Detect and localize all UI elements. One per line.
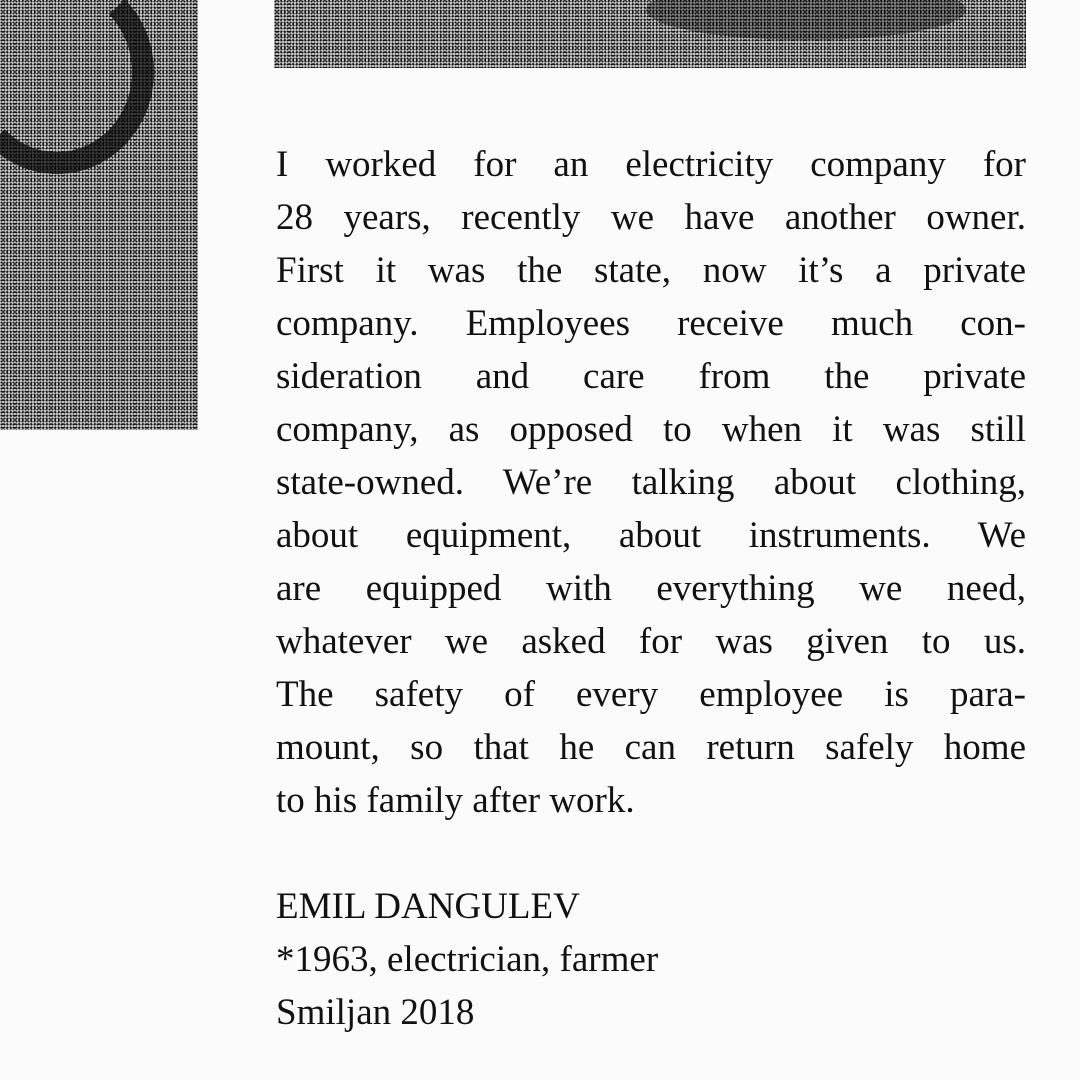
quote-text [276, 138, 1026, 827]
quote-line: company. Employees receive much con- [276, 303, 1026, 344]
quote-line: to his family after work. [276, 780, 635, 821]
quote-line: First it was the state, now it’s a private [276, 250, 1026, 291]
author-details: *1963, electrician, farmer [276, 939, 659, 980]
quote-line: mount, so that he can return safely home [276, 727, 1026, 768]
quote-line: 28 years, recently we have another owner. [276, 197, 1026, 238]
portrait-photo-left [0, 0, 198, 430]
quote-line: I worked for an electricity company for [276, 144, 1026, 185]
photo-top [274, 0, 1026, 68]
quote-line: whatever we asked for was given to us. [276, 621, 1026, 662]
quote-line: state-owned. We’re talking about clothing, [276, 462, 1026, 503]
attribution [276, 880, 1026, 1039]
quote-line: about equipment, about instruments. We [276, 515, 1026, 556]
author-name: EMIL DANGULEV [276, 886, 580, 927]
quote-line: The safety of every employee is para- [276, 674, 1026, 715]
place-year: Smiljan 2018 [276, 992, 475, 1033]
quote-line: are equipped with everything we need, [276, 568, 1026, 609]
quote-line: sideration and care from the private [276, 356, 1026, 397]
quote-line: company, as opposed to when it was still [276, 409, 1026, 450]
